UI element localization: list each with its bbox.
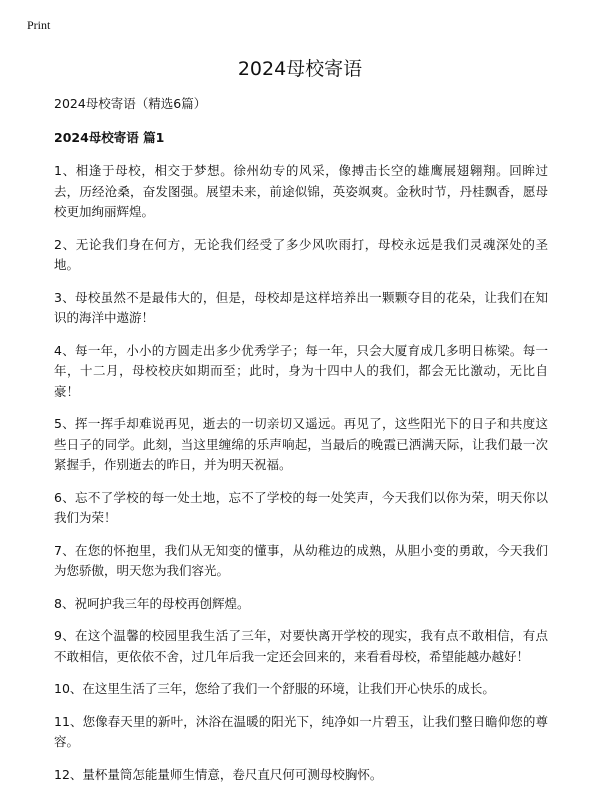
paragraph-10: 10、在这里生活了三年，您给了我们一个舒服的环境，让我们开心快乐的成长。 bbox=[54, 681, 495, 696]
document-subtitle: 2024母校寄语（精选6篇） bbox=[54, 96, 207, 111]
page-title: 2024母校寄语 bbox=[237, 58, 363, 80]
print-link[interactable]: Print bbox=[27, 18, 51, 32]
paragraph-3: 3、母校虽然不是最伟大的，但是，母校却是这样培养出一颗颗夺目的花朵，让我们在知识的海洋中遨游！ bbox=[54, 289, 548, 325]
paragraph-9: 9、在这个温馨的校园里我生活了三年，对要快离开学校的现实，我有点不敢相信，有点不敢相信，更依依不舍，过几年后我一定还会回来的，来看看母校，希望能越办越好！ bbox=[54, 628, 548, 664]
paragraph-1: 1、相逢于母校，相交于梦想。徐州幼专的风采，像搏击长空的雄鹰展翅翱翔。回眸过去，历经沧桑，奋发图强。展望未来，前途似锦，英姿飒爽。金秋时节，丹桂飘香，愿母校更加绚丽辉煌。 bbox=[54, 163, 548, 219]
document-body bbox=[54, 95, 548, 797]
paragraph-12: 12、量杯量筒怎能量师生情意，卷尺直尺何可测母校胸怀。 bbox=[54, 766, 383, 782]
paragraph-5: 5、挥一挥手却难说再见，逝去的一切亲切又遥远。再见了，这些阳光下的日子和共度这些日子的同学。此刻，当这里缠绵的乐声响起，当最后的晚霞已洒满天际，让我们最一次紧握手，作别逝去的昨日，并为明天祝福。 bbox=[54, 416, 548, 472]
paragraph-6: 6、忘不了学校的每一处土地，忘不了学校的每一处笑声，今天我们以你为荣，明天你以我们为荣！ bbox=[54, 489, 548, 525]
paragraph-7: 7、在您的怀抱里，我们从无知变的懂事，从幼稚边的成熟，从胆小变的勇敢，今天我们为您骄傲，明天您为我们容光。 bbox=[54, 542, 548, 578]
paragraph-8: 8、祝呵护我三年的母校再创辉煌。 bbox=[54, 595, 250, 611]
paragraph-4: 4、每一年，小小的方圆走出多少优秀学子；每一年，只会大厦育成几多明日栋梁。每一年，十二月，母校校庆如期而至；此时，身为十四中人的我们，都会无比激动，无比自豪！ bbox=[54, 342, 548, 399]
paragraph-11: 11、您像春天里的新叶，沐浴在温暖的阳光下，纯净如一片碧玉，让我们整日瞻仰您的尊容。 bbox=[54, 713, 548, 749]
paragraph-2: 2、无论我们身在何方，无论我们经受了多少风吹雨打，母校永远是我们灵魂深处的圣地。 bbox=[54, 236, 548, 272]
section-heading: 2024母校寄语 篇1 bbox=[54, 130, 165, 145]
